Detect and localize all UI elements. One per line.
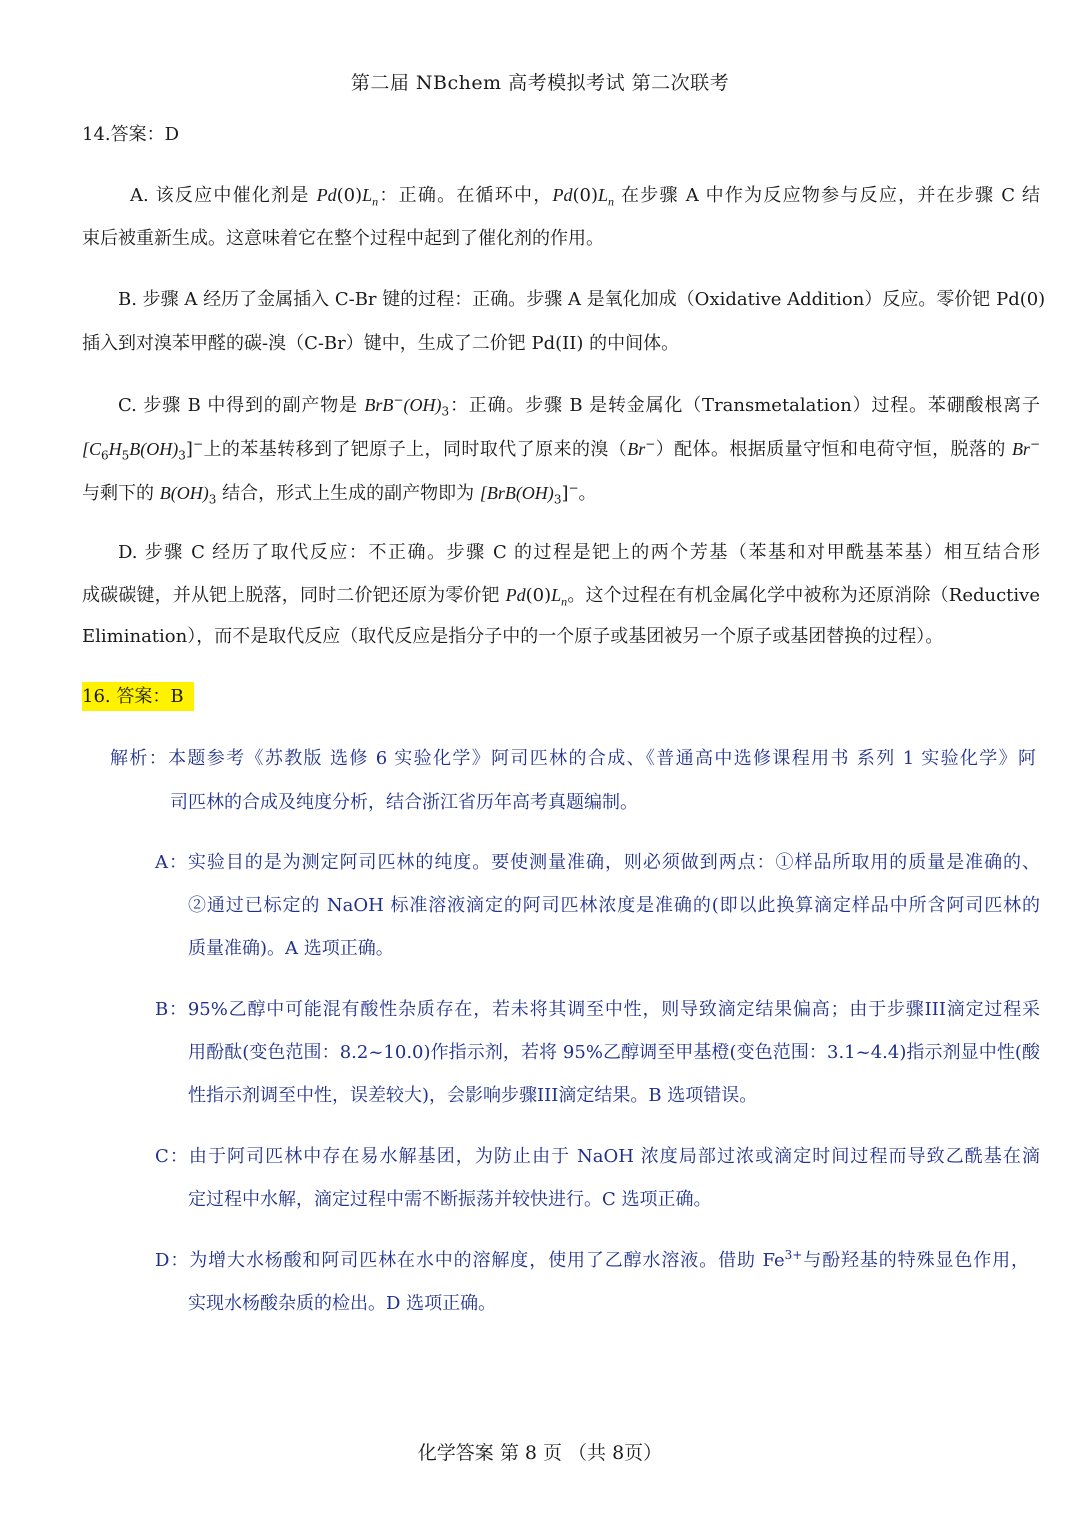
q14-a-line2: 束后被重新生成。这意味着它在整个过程中起到了催化剂的作用。 — [82, 228, 604, 249]
q16-a-line2: ②通过已标定的 NaOH 标准溶液滴定的阿司匹林浓度是准确的(即以此换算滴定样品中所含阿司匹林的 — [188, 895, 1040, 916]
q14-b-line2: 插入到对溴苯甲醛的碳-溴（C-Br）键中，生成了二价钯 Pd(II) 的中间体。 — [82, 333, 680, 354]
q14-c-line3: 与剩下的 $B(OH)_3$ 结合，形式上生成的副产物即为 $[BrB(OH)_3]^-$。 — [82, 481, 597, 507]
q16-a-line3: 质量准确)。A 选项正确。 — [188, 938, 394, 959]
q14-a-line1: A. 该反应中催化剂是 $Pd(0)L_n$：正确。在循环中，$Pd(0)L_n$ 在步骤 A 中作为反应物参与反应，并在步骤 C 结 — [130, 185, 1040, 209]
q16-a-line1: A：实验目的是为测定阿司匹林的纯度。要使测量准确，则必须做到两点：①样品所取用的质量是准确的、 — [155, 852, 1040, 873]
page-footer: 化学答案 第 8 页 （共 8页） — [417, 1442, 663, 1464]
q16-c-line1: C：由于阿司匹林中存在易水解基团，为防止由于 NaOH 浓度局部过浓或滴定时间过程而导致乙酰基在滴 — [155, 1146, 1040, 1167]
q14-d-line2: 成碳碳键，并从钯上脱落，同时二价钯还原为零价钯 $Pd(0)L_n$。这个过程在有机金属化学中被称为还原消除（Reductive — [82, 585, 1040, 609]
q14-c-line1: C. 步骤 B 中得到的副产物是 $BrB^-(OH)_3$：正确。步骤 B 是转金属化（Transmetalation）过程。苯硼酸根离子 — [118, 393, 1041, 419]
q14-answer: 14.答案：D — [82, 124, 180, 145]
q14-c-line2: $[C_6H_5B(OH)_3]^-$上的苯基转移到了钯原子上，同时取代了原来的溴（Br−）配体。根据质量守恒和电荷守恒，脱落的 Br− — [82, 437, 1040, 463]
q16-analysis-line1: 解析：本题参考《苏教版 选修 6 实验化学》阿司匹林的合成、《普通高中选修课程用书 系列 1 实验化学》阿 — [110, 748, 1036, 769]
q14-d-line3: Elimination），而不是取代反应（取代反应是指分子中的一个原子或基团被另一个原子或基团替换的过程）。 — [82, 626, 944, 647]
q16-d-line2: 实现水杨酸杂质的检出。D 选项正确。 — [188, 1293, 497, 1314]
q16-c-line2: 定过程中水解，滴定过程中需不断振荡并较快进行。C 选项正确。 — [188, 1189, 712, 1210]
q16-b-line2: 用酚酞(变色范围：8.2~10.0)作指示剂，若将 95%乙醇调至甲基橙(变色范围：3.1~4.4)指示剂显中性(酸 — [188, 1042, 1040, 1063]
answer-highlight: 16. 答案：B — [82, 682, 194, 711]
q14-d-line1: D. 步骤 C 经历了取代反应：不正确。步骤 C 的过程是钯上的两个芳基（苯基和对甲酰基苯基）相互结合形 — [118, 542, 1040, 563]
page-title: 第二届 NBchem 高考模拟考试 第二次联考 — [350, 72, 730, 94]
q16-d-line1: D：为增大水杨酸和阿司匹林在水中的溶解度，使用了乙醇水溶液。借助 $Fe^{3+}$与酚羟基的特殊显色作用， — [155, 1248, 1030, 1271]
q16-answer — [82, 684, 194, 710]
q14-b-line1: B. 步骤 A 经历了金属插入 C-Br 键的过程：正确。步骤 A 是氧化加成（Oxidative Addition）反应。零价钯 Pd(0) — [118, 289, 1046, 310]
q16-b-line3: 性指示剂调至中性，误差较大)，会影响步骤III滴定结果。B 选项错误。 — [188, 1085, 758, 1106]
q16-b-line1: B：95%乙醇中可能混有酸性杂质存在，若未将其调至中性，则导致滴定结果偏高；由于步骤III滴定过程采 — [155, 999, 1040, 1020]
q16-analysis-line2: 司匹林的合成及纯度分析，结合浙江省历年高考真题编制。 — [170, 792, 638, 813]
